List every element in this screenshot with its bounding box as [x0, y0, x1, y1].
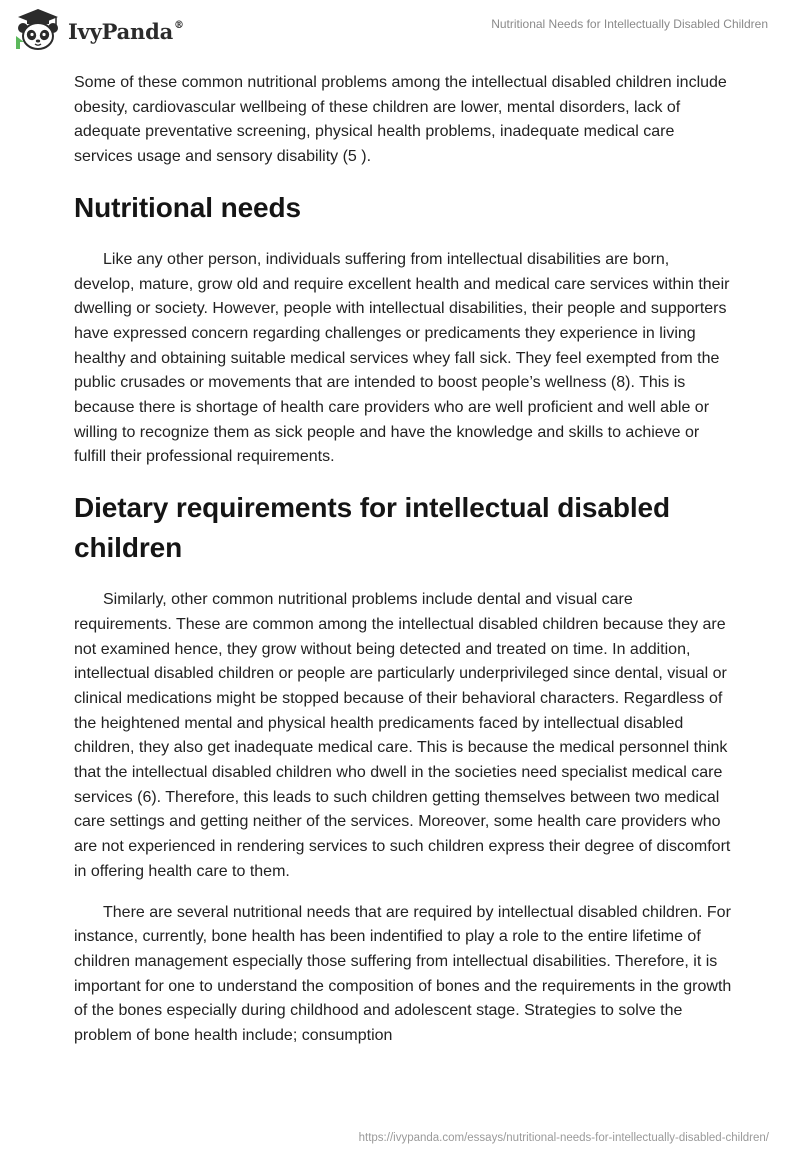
intro-paragraph: Some of these common nutritional problems among the intellectual disabled children include obesity, cardiovascular wellbeing of these children are lower, mental disorders, lack of adequate preventative screening, physical health problems, inadequate medical care services usage and sensory disability (5 ).	[74, 74, 727, 166]
brand-name: IvyPanda®	[68, 18, 184, 44]
paragraph: There are several nutritional needs that are required by intellectual disabled children. For instance, currently, bone health has been indentified to play a role to the entire lifetime of children management especially those suffering from intellectual disabilities. Therefore, it is important for one to understand the composition of bones and the requirements in the growth of the bones especially during childhood and adolescent stage. Strategies to solve the problem of bone health include; consumption	[74, 903, 732, 1045]
site-logo[interactable]	[14, 8, 184, 52]
page-header	[0, 0, 800, 64]
registered-mark: ®	[174, 19, 184, 31]
essay-content	[74, 71, 734, 1049]
document-title: Nutritional Needs for Intellectually Disabled Children	[491, 17, 768, 31]
paragraph: Like any other person, individuals suffering from intellectual disabilities are born, develop, mature, grow old and require excellent health and medical care services within their dwelling or society. However, people with intellectual disabilities, their people and supporters have expressed concern regarding challenges or predicaments they experience in living healthy and obtaining suitable medical services whey fall sick. They feel exempted from the public crusades or movements that are intended to boost people’s wellness (8). This is because there is shortage of health care providers who are well proficient and well able or willing to recognize them as sick people and have the knowledge and skills to achieve or fulfill their professional requirements.	[74, 250, 730, 466]
paragraph: Similarly, other common nutritional problems include dental and visual care requirements. These are common among the intellectual disabled children because they are not examined hence, they grow without being detected and treated on time. In addition, intellectual disabled children or people are particularly underprivileged since dental, visual or clinical medications might be stopped because of their behavioral characters. Regardless of the heightened mental and physical health predicaments faced by intellectual disabled children, they also get inadequate medical care. This is because the medical personnel think that the intellectual disabled children who dwell in the societies need specialist medical care services (6). Therefore, this leads to such children getting themselves between two medical care settings and getting neither of the services. Moreover, some health care providers who are not experienced in rendering services to such children express their degree of discomfort in offering health care to them.	[74, 591, 731, 880]
section-heading-dietary-requirements: Dietary requirements for intellectual disabled children	[74, 492, 671, 564]
section-heading-nutritional-needs: Nutritional needs	[74, 191, 301, 223]
panda-graduate-logo-icon	[14, 8, 62, 52]
source-url[interactable]: https://ivypanda.com/essays/nutritional-needs-for-intellectually-disabled-children/	[358, 1132, 769, 1144]
